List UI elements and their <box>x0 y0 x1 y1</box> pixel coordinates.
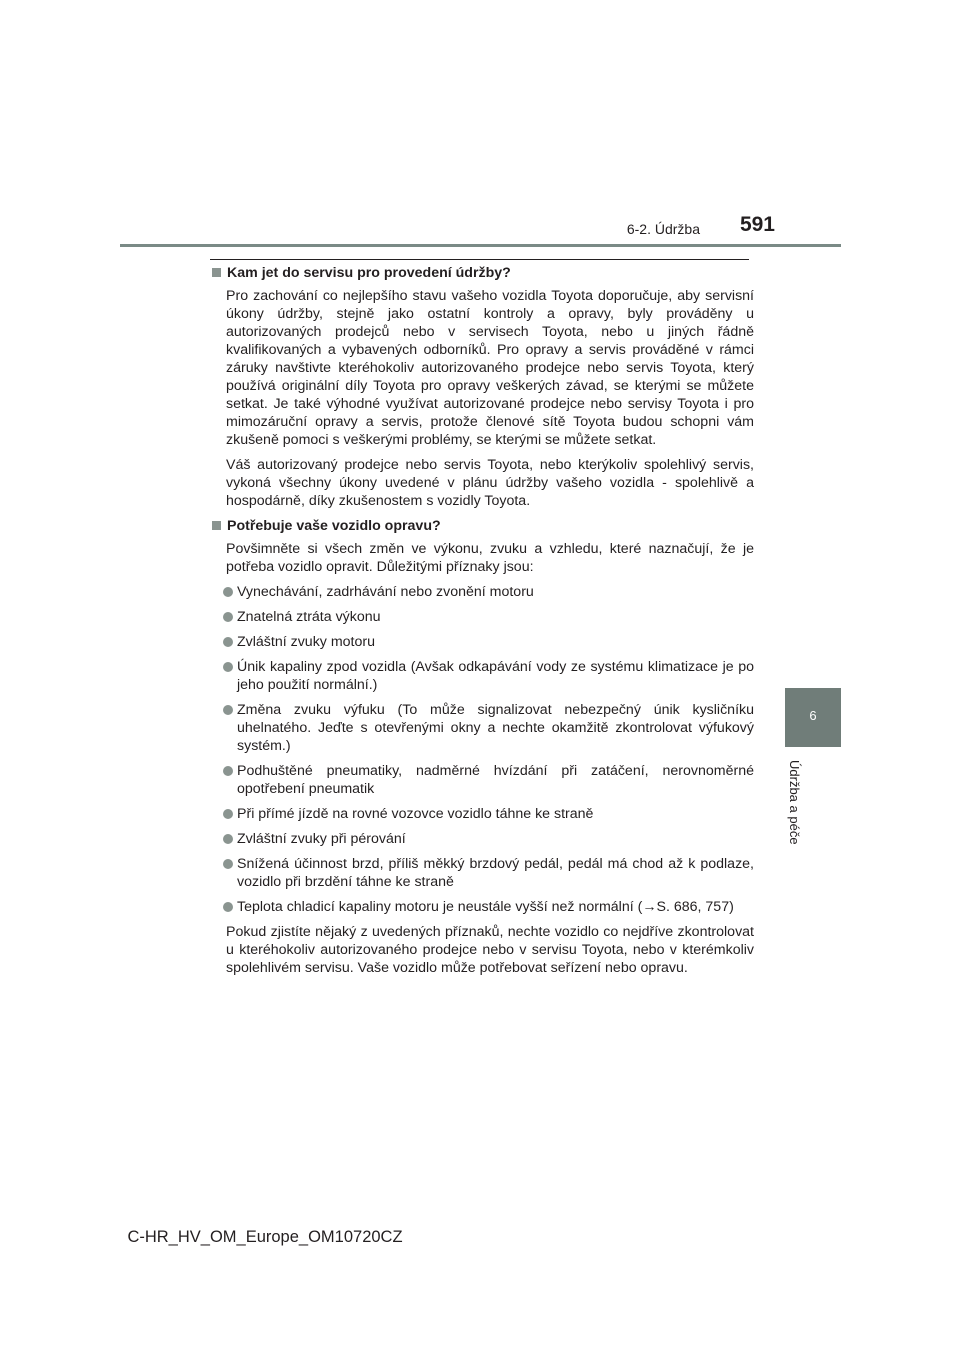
bullet-dot-icon <box>223 809 233 819</box>
list-item-text: Zvláštní zvuky motoru <box>237 634 375 650</box>
bullet-dot-icon <box>223 859 233 869</box>
list-item <box>223 633 754 651</box>
closing-paragraph: Pokud zjistíte nějaký z uvedených příznaků, nechte vozidlo co nejdříve zkontrolovat u kteréhokoliv autorizovaného prodejce nebo v servisu Toyota, nebo v kterémkoliv spolehlivém servisu. Vaše vozidlo může potřebovat seřízení nebo opravu. <box>226 924 754 976</box>
paragraph: Pro zachování co nejlepšího stavu vašeho vozidla Toyota doporučuje, aby servisní úkony údržby, stejně jako ostatní kontroly a opravy, byly prováděny u autorizovaných prodejců nebo v servisech Toyota, nebo u jiných řádně kvalifikovaných a vybavených odborníků. Pro opravy a servis prováděné v rámci záruky navštivte kteréhokoliv autorizovaného prodejce nebo servis Toyota, který používá originální díly Toyota pro opravy veškerých závad, se kterými se můžete setkat. Je také výhodné využívat autorizované prodejce nebo servisy Toyota i pro mimozáruční opravy a servis, protože členové sítě Toyota budou schopni vám zkušeně pomoci s veškerými problémy, se kterými se můžete setkat. <box>226 288 754 448</box>
bullet-dot-icon <box>223 612 233 622</box>
section-title: 6-2. Údržba <box>626 221 700 237</box>
list-item <box>223 608 754 626</box>
section-heading-text: Kam jet do servisu pro provedení údržby? <box>227 265 511 281</box>
square-bullet-icon <box>212 521 221 530</box>
section-heading <box>210 517 754 535</box>
list-item <box>223 658 754 694</box>
paragraph: Povšimněte si všech změn ve výkonu, zvuku a vzhledu, které naznačují, že je potřeba vozidlo opravit. Důležitými příznaky jsou: <box>226 541 754 575</box>
list-item <box>223 805 754 823</box>
list-item <box>223 583 754 601</box>
bullet-dot-icon <box>223 834 233 844</box>
page-number: 591 <box>739 213 775 236</box>
list-item <box>223 762 754 798</box>
list-item-text: Změna zvuku výfuku (To může signalizovat nebezpečný únik kysličníku uhelnatého. Jeďte s otevřenými okny a nechte okamžitě zkontrolovat výfukový systém.) <box>237 702 754 754</box>
chapter-tab-number: 6 <box>809 708 817 723</box>
list-item-text: Únik kapaliny zpod vozidla (Avšak odkapávání vody ze systému klimatizace je po jeho použití normální.) <box>237 659 754 693</box>
chapter-tab-label: Údržba a péče <box>787 760 802 845</box>
list-item <box>223 898 754 916</box>
list-item-text: Znatelná ztráta výkonu <box>237 609 381 625</box>
bullet-dot-icon <box>223 662 233 672</box>
header-divider <box>120 244 841 247</box>
square-bullet-icon <box>212 268 221 277</box>
list-item-text: Vynechávání, zadrhávání nebo zvonění motoru <box>237 584 534 600</box>
bullet-dot-icon <box>223 637 233 647</box>
page-header <box>0 0 960 250</box>
list-item <box>223 701 754 755</box>
list-item-text: Při přímé jízdě na rovné vozovce vozidlo táhne ke straně <box>237 806 594 822</box>
bullet-dot-icon <box>223 705 233 715</box>
document-code: C-HR_HV_OM_Europe_OM10720CZ <box>127 1228 403 1246</box>
paragraph: Váš autorizovaný prodejce nebo servis Toyota, nebo kterýkoliv spolehlivý servis, vykoná všechny úkony uvedené v plánu údržby vašeho vozidla - spolehlivě a hospodárně, díky zkušenostem s vozidly Toyota. <box>226 457 754 509</box>
bullet-dot-icon <box>223 587 233 597</box>
list-item <box>223 855 754 891</box>
list-item-text: Teplota chladicí kapaliny motoru je neustále vyšší než normální (→S. 686, 757) <box>237 899 734 915</box>
bullet-dot-icon <box>223 902 233 912</box>
bullet-dot-icon <box>223 766 233 776</box>
section-heading-text: Potřebuje vaše vozidlo opravu? <box>227 518 441 534</box>
list-item-text: Snížená účinnost brzd, příliš měkký brzdový pedál, pedál má chod až k podlaze, vozidlo při brzdění táhne ke straně <box>237 856 754 890</box>
list-item-text: Podhuštěné pneumatiky, nadměrné hvízdání při zatáčení, nerovnoměrné opotřebení pneumatik <box>237 763 754 797</box>
page-content <box>210 264 754 984</box>
section-heading <box>210 264 754 282</box>
content-divider <box>210 259 749 260</box>
list-item-text: Zvláštní zvuky při pérování <box>237 831 406 847</box>
list-item <box>223 830 754 848</box>
